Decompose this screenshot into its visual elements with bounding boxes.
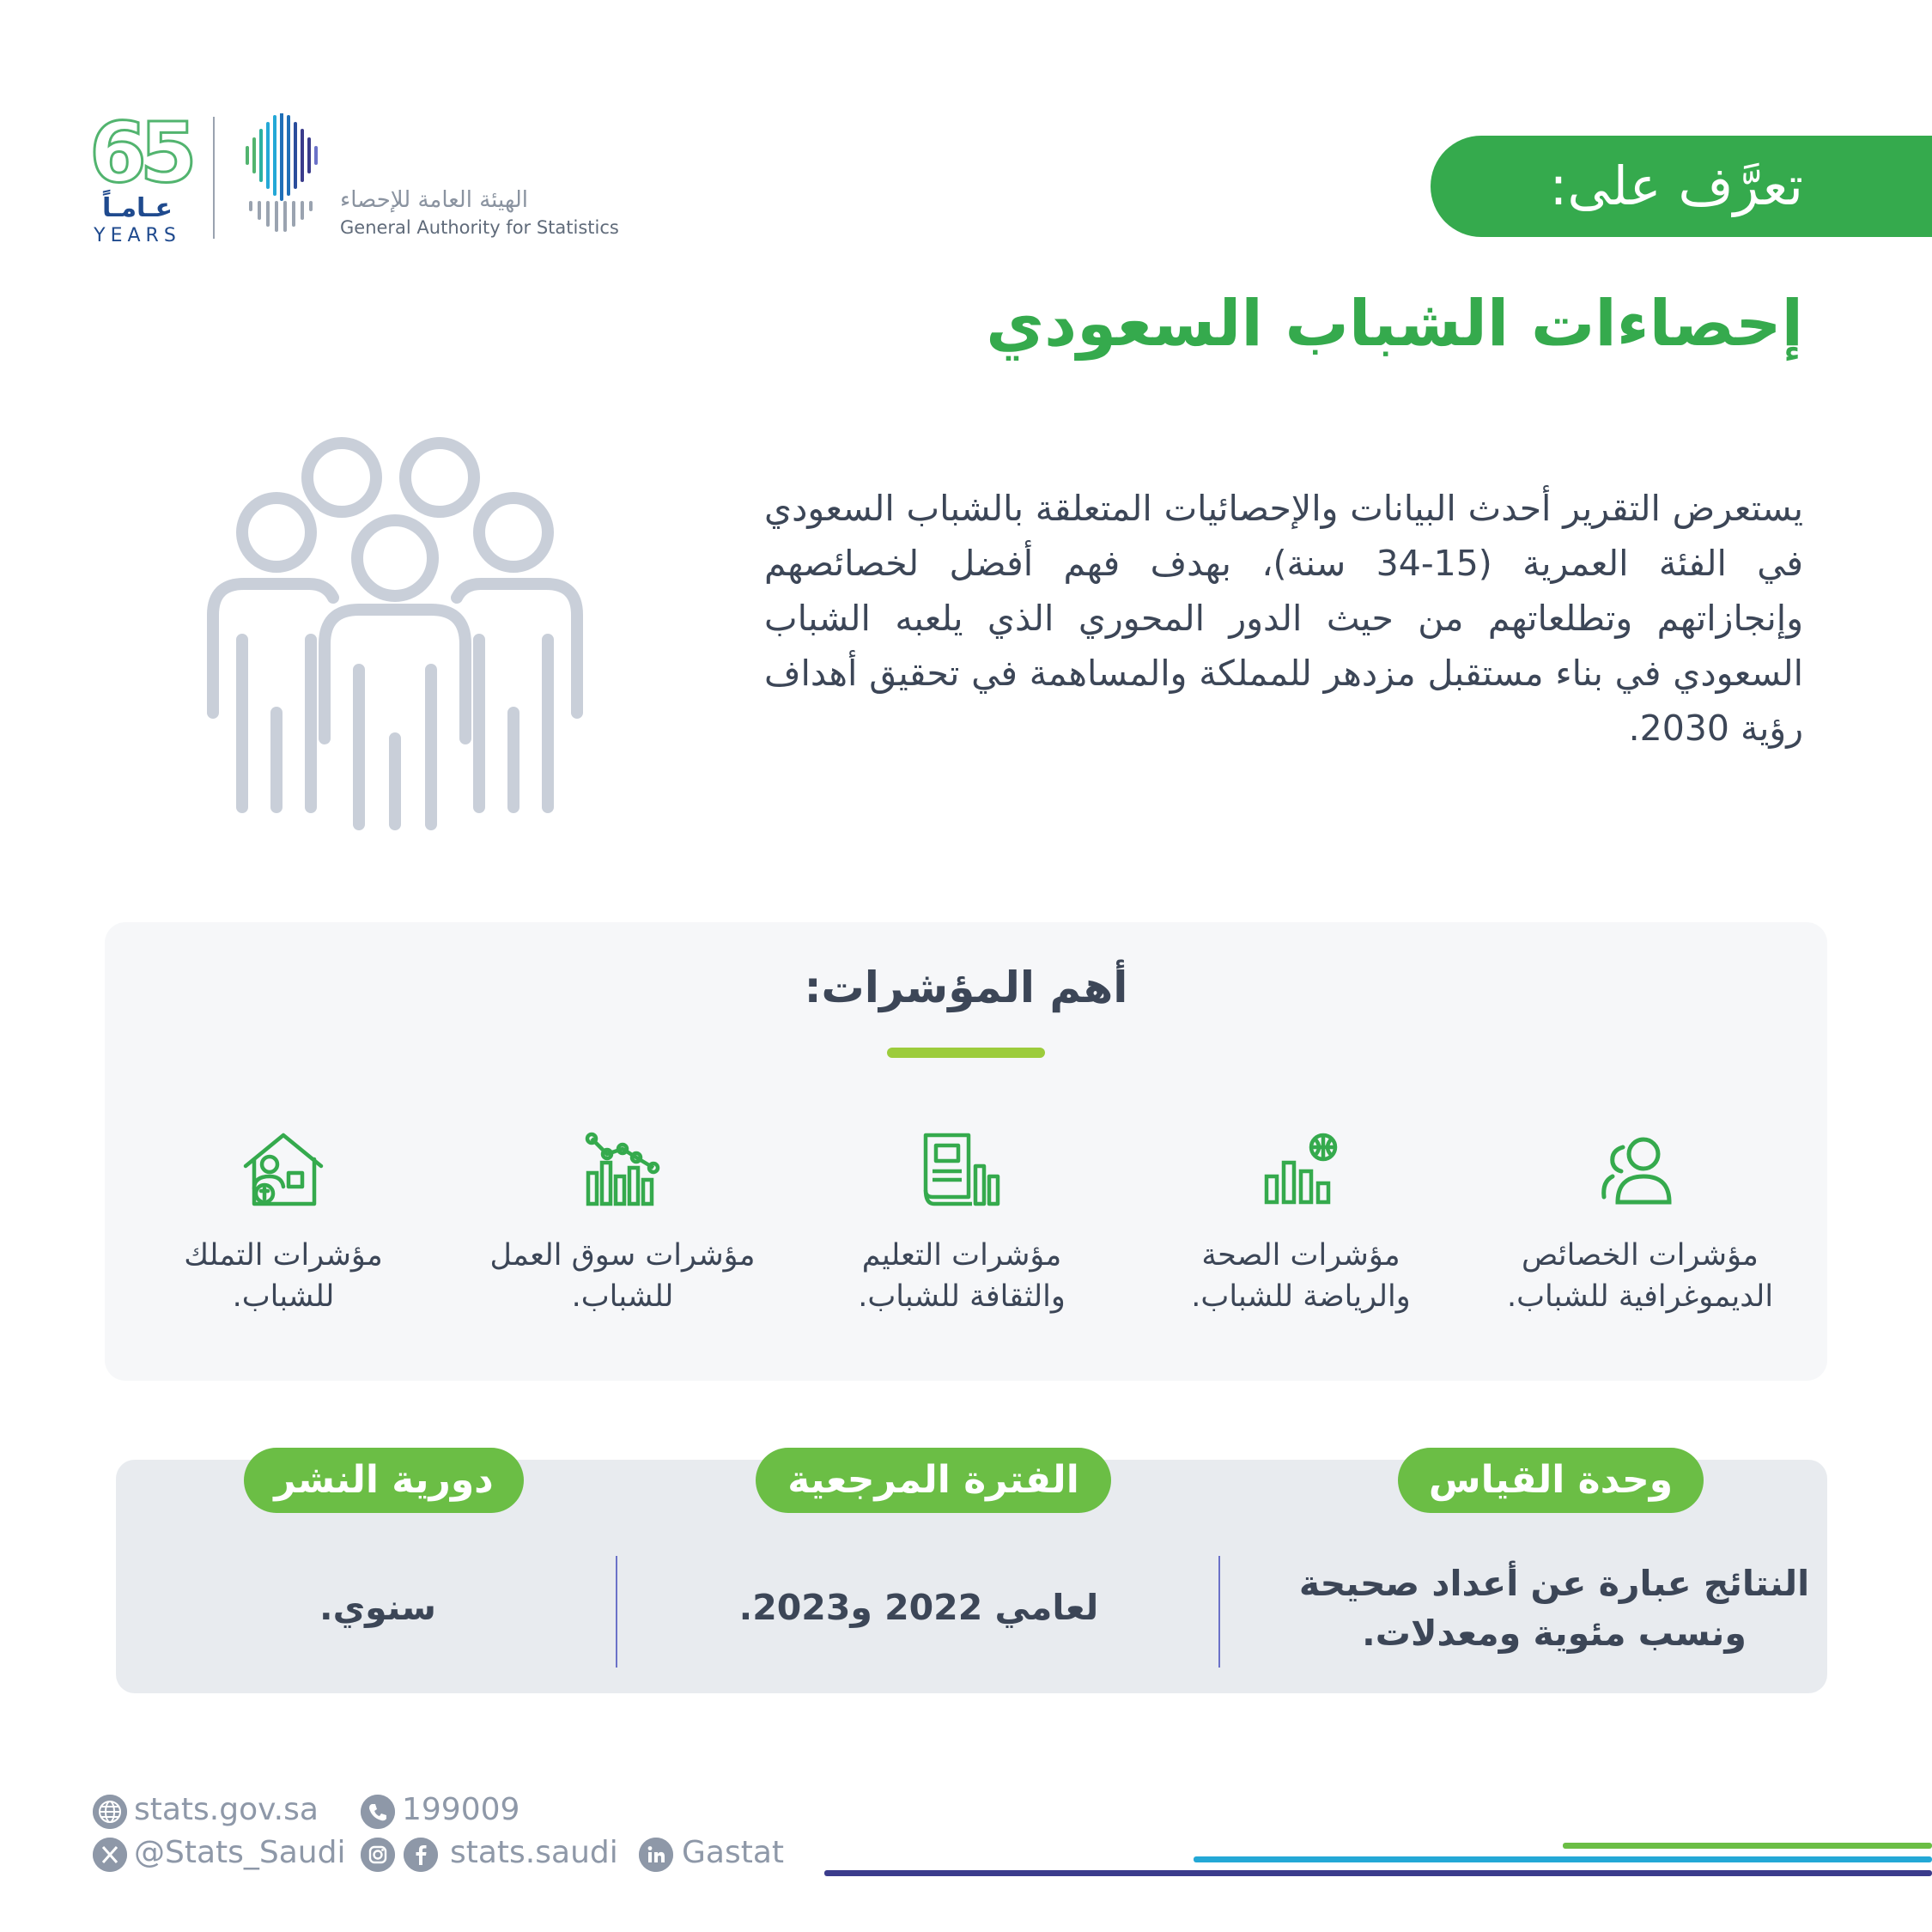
indicator-demographics [1503,1116,1777,1340]
people-group-icon [197,429,592,833]
tag-measurement-unit: وحدة القياس [1398,1448,1704,1513]
facebook-icon[interactable] [404,1838,438,1872]
indicator-label: مؤشرات التملك للشباب. [184,1238,383,1314]
intro-pill-title: تعرَّف على: [1431,136,1932,237]
linkedin-link[interactable]: Gastat [682,1835,785,1870]
phone-link[interactable]: 199009 [402,1792,520,1827]
demographic-people-icon [1599,1128,1681,1211]
x-icon [93,1838,127,1872]
phone-icon [361,1795,395,1829]
gastat-name-english: General Authority for Statistics [340,217,619,238]
health-sports-chart-icon [1260,1128,1342,1211]
linkedin-icon [639,1838,673,1872]
x-handle-link[interactable]: @Stats_Saudi [134,1835,346,1870]
indicator-health-sports [1163,1116,1438,1340]
footer-accent-line-green [1563,1843,1932,1849]
anniversary-number: 65 [89,105,191,201]
indicators-title-rule [887,1048,1045,1058]
tag-publication-frequency: دورية النشر [244,1448,524,1513]
indicator-home-ownership [146,1116,421,1340]
indicators-title: أهم المؤشرات: [804,963,1128,1012]
gastat-name-arabic: الهيئة العامة للإحصاء [340,187,528,213]
gastat-barcode-logo-icon [240,113,326,234]
indicator-label: مؤشرات التعليم والثقافة للشباب. [858,1238,1066,1314]
social-handle-link[interactable]: stats.saudi [450,1835,618,1870]
footer-accent-line-cyan [1194,1856,1932,1862]
footer-accent-line-navy [824,1870,1932,1876]
intro-paragraph: يستعرض التقرير أحدث البيانات والإحصائيات المتعلقة بالشباب السعودي في الفئة العمرية (15-34 سنة)، بهدف فهم أفضل لخصائصهم وإنجازاتهم وتطلعاتهم من حيث الدور المحوري الذي يلعبه الشباب السعودي في بناء مستقبل مزدهر للمملكة والمساهمة في تحقيق أهداف رؤية 2030. [764,488,1804,749]
indicator-labor-market [485,1116,760,1340]
website-link[interactable]: stats.gov.sa [134,1792,319,1827]
indicator-label: مؤشرات الخصائص الديموغرافية للشباب. [1506,1238,1774,1314]
reference-period-value: لعامي 2022 و2023. [738,1587,1099,1628]
globe-icon [93,1795,127,1829]
measurement-unit-value: النتائج عبارة عن أعداد صحيحة ونسب مئوية ومعدلات. [1298,1563,1810,1654]
anniversary-english: YEARS [94,225,181,246]
info-divider [1218,1556,1220,1668]
indicator-label: مؤشرات سوق العمل للشباب. [489,1238,756,1314]
page-title: إحصاءات الشباب السعودي [986,287,1803,361]
anniversary-arabic: عـامـاً [101,193,173,223]
info-divider [616,1556,617,1668]
home-ownership-icon [242,1128,325,1211]
logo-divider [213,117,215,239]
tag-reference-period: الفترة المرجعية [756,1448,1111,1513]
indicator-education-culture [824,1116,1099,1340]
indicator-label: مؤشرات الصحة والرياضة للشباب. [1191,1238,1411,1314]
publication-frequency-value: سنوي. [319,1587,436,1628]
anniversary-logo [86,105,191,249]
labor-market-chart-icon [581,1128,664,1211]
instagram-icon[interactable] [361,1838,395,1872]
education-book-chart-icon [920,1128,1003,1211]
